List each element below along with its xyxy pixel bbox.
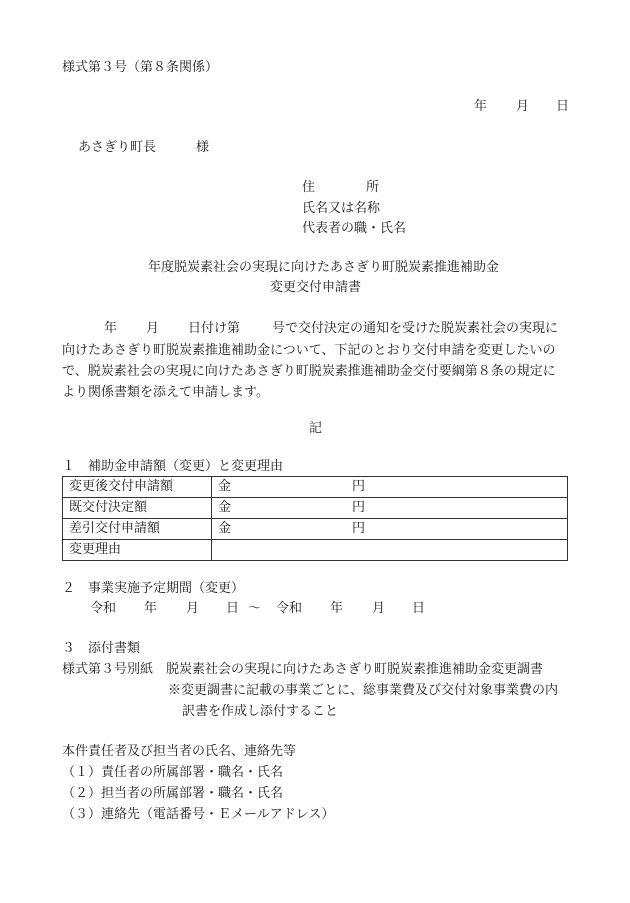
- yen-unit: 円: [352, 521, 366, 536]
- body-line2: 向けたあさぎり町脱炭素推進補助金について、下記のとおり交付申請を変更したいの: [62, 343, 556, 358]
- document-title-line1: 年度脱炭素社会の実現に向けたあさぎり町脱炭素推進補助金: [148, 260, 500, 275]
- contact-item-3: （３）連絡先（電話番号・Ｅメールアドレス）: [62, 807, 335, 822]
- section3-heading: ３ 添付書類: [62, 641, 141, 656]
- amount-cell: [212, 498, 568, 519]
- section1-heading: １ 補助金申請額（変更）と変更理由: [62, 459, 284, 474]
- table-row: [63, 540, 568, 561]
- contact-heading: 本件責任者及び担当者の氏名、連絡先等: [62, 744, 297, 759]
- body-line1-rest: 号で交付決定の通知を受けた脱炭素社会の実現に: [272, 321, 559, 336]
- end-year: 年: [330, 601, 344, 616]
- yen-prefix: 金: [218, 521, 232, 536]
- row-label: 変更後交付申請額: [63, 477, 212, 498]
- applicant-address-char1: 住: [302, 180, 316, 195]
- row-label: 既交付決定額: [63, 498, 212, 519]
- end-day: 日: [412, 601, 426, 616]
- end-month: 月: [372, 601, 386, 616]
- body-dated: 日付け第: [188, 321, 241, 336]
- yen-unit: 円: [352, 500, 366, 515]
- contact-item-2: （２）担当者の所属部署・職名・氏名: [62, 786, 284, 801]
- applicant-name-label: 氏名又は名称: [302, 201, 381, 216]
- form-number: 様式第３号（第８条関係）: [62, 60, 219, 75]
- contact-item-1: （１）責任者の所属部署・職名・氏名: [62, 765, 284, 780]
- applicant-address-char2: 所: [366, 180, 380, 195]
- attachment-note-line1: ※変更調書に記載の事業ごとに、総事業費及び交付対象事業費の内: [168, 683, 559, 698]
- start-era: 令和: [90, 601, 117, 616]
- amount-cell: [212, 519, 568, 540]
- date-day: 日: [556, 99, 570, 114]
- table-row: [63, 477, 568, 498]
- yen-prefix: 金: [218, 479, 232, 494]
- subsidy-amount-table: [62, 476, 568, 561]
- document-title-line2: 変更交付申請書: [270, 280, 362, 295]
- end-era: 令和: [276, 601, 303, 616]
- body-month: 月: [146, 321, 160, 336]
- reason-cell: [212, 540, 568, 561]
- ki-label: 記: [309, 421, 323, 436]
- date-year: 年: [474, 99, 488, 114]
- addressee-honorific: 様: [196, 140, 210, 155]
- start-year: 年: [144, 601, 158, 616]
- amount-cell: [212, 477, 568, 498]
- row-label: 変更理由: [63, 540, 212, 561]
- applicant-representative-label: 代表者の職・氏名: [302, 221, 407, 236]
- row-label: 差引交付申請額: [63, 519, 212, 540]
- attachment-note-line2: 訳書を作成し添付すること: [182, 704, 339, 719]
- period-tilde: ～: [248, 601, 262, 616]
- addressee-name: あさぎり町長: [78, 140, 157, 155]
- yen-unit: 円: [352, 479, 366, 494]
- section2-heading: ２ 事業実施予定期間（変更）: [62, 581, 245, 596]
- body-line3: で、脱炭素社会の実現に向けたあさぎり町脱炭素推進補助金交付要綱第８条の規定に: [62, 364, 556, 379]
- body-year: 年: [104, 321, 118, 336]
- yen-prefix: 金: [218, 500, 232, 515]
- body-line4: より関係書類を添えて申請します。: [62, 385, 269, 400]
- start-month: 月: [186, 601, 200, 616]
- date-month: 月: [516, 99, 530, 114]
- start-day: 日: [226, 601, 240, 616]
- table-row: [63, 519, 568, 540]
- table-row: [63, 498, 568, 519]
- attachment-line: 様式第３号別紙 脱炭素社会の実現に向けたあさぎり町脱炭素推進補助金変更調書: [62, 662, 544, 677]
